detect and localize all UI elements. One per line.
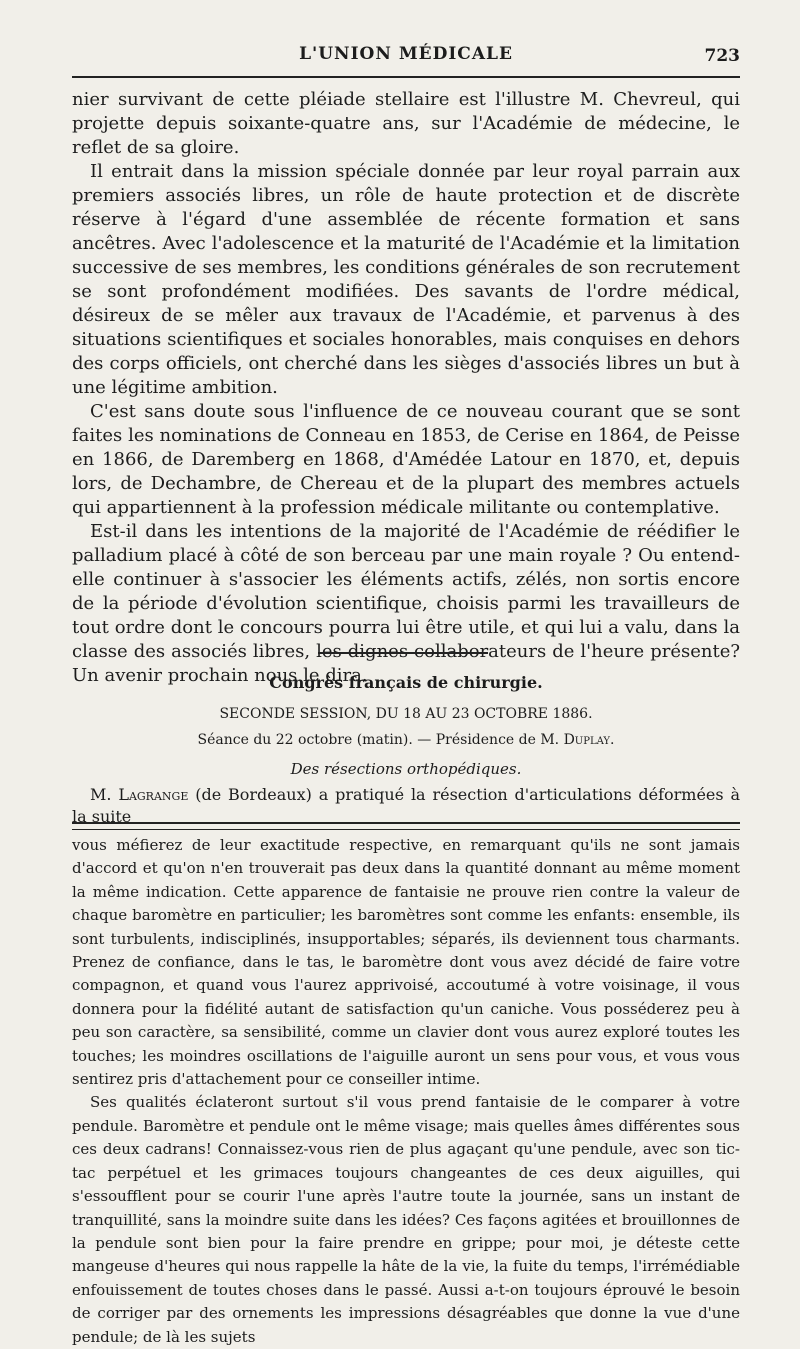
congress-session: SECONDE SESSION, DU 18 AU 23 OCTOBRE 1886. xyxy=(219,706,593,722)
meeting-prefix: Séance du 22 octobre (matin). — Présidence de M. xyxy=(197,732,564,748)
article-paragraph-2: Il entrait dans la mission spéciale donnée par leur royal parrain aux premiers associés libres, un rôle de haute protection et de discrète réserve à l'égard d'une assemblée de récente formation et sans ancêtres. Avec l'adolescence et la maturité de l'Académie et la limitation successive de ses membres, les conditions générales de son recrutement se sont profondément modifiées. Des savants de l'ordre médical, désireux de se mêler aux travaux de l'Académie, et parvenus à des situations scientifiques et sociales honorables, mais conquises en dehors des corps officiels, ont cherché dans les sièges d'associés libres un but à une légitime ambition. xyxy=(72,161,740,398)
running-title: L'UNION MÉDICALE xyxy=(299,44,513,64)
meeting-president: Duplay xyxy=(563,732,611,748)
congress-meeting xyxy=(72,730,740,750)
article-paragraph-3: C'est sans doute sous l'influence de ce nouveau courant que se sont faites les nominations de Conneau en 1853, de Cerise en 1864, de Peisse en 1866, de Daremberg en 1868, d'Amédée Latour en 1870, et, depuis lors, de Dechambre, de Chereau et de la plupart des membres actuels qui appartiennent à la profession médicale militante ou contemplative. xyxy=(72,401,740,518)
first-line-rest: (de Bordeaux) a pratiqué la résection d'articulations déformées à la suite xyxy=(72,785,741,826)
feuilleton-column xyxy=(72,834,740,1349)
first-line-name: Lagrange xyxy=(118,785,189,804)
congress-title: Congrès français de chirurgie. xyxy=(269,673,543,692)
feuilleton-paragraph-1: vous méfierez de leur exactitude respective, en remarquant qu'ils ne sont jamais d'accord et qu'on n'en trouverait pas deux dans la quantité donnant au même moment la même indication. Cette apparence de fantaisie ne prouve rien contre la valeur de chaque baromètre en particulier; les baromètres sont comme les enfants: ensemble, ils sont turbulents, indisciplinés, insupportables; séparés, ils deviennent tous charmants. Prenez de confiance, dans le tas, le baromètre dont vous avez décidé de faire votre compagnon, et quand vous l'aurez apprivoisé, accoutumé à votre voisinage, il vous donnera pour la fidélité autant de satisfaction qu'un caniche. Vous posséderez peu à peu son caractère, sa sensibilité, comme un clavier dont vous aurez exploré toutes les touches; les moindres oscillations de l'aiguille auront un sens pour vous, et vous vous sentirez pris d'attachement pour ce conseiller intime. xyxy=(72,836,740,1089)
meeting-suffix: . xyxy=(610,732,615,748)
article-column xyxy=(72,88,740,688)
feuilleton-rule xyxy=(72,822,740,830)
congress-topic: Des résections orthopédiques. xyxy=(290,760,522,778)
section-separator xyxy=(318,652,488,654)
article-paragraph-4: Est-il dans les intentions de la majorité de l'Académie de réédifier le palladium placé à côté de son berceau par une main royale ? Ou entend-elle continuer à s'associer les éléments actifs, zélés, non sortis encore de la période d'évolution scientifique, choisis parmi les travailleurs de tout ordre dont le concours pourra lui être utile, et qui lui a valu, dans la classe des associés libres, les dignes collaborateurs de l'heure présente? Un avenir prochain nous le dira. xyxy=(72,521,740,686)
article-paragraph-1: nier survivant de cette pléiade stellaire est l'illustre M. Chevreul, qui projette depuis soixante-quatre ans, sur l'Académie de médecine, le reflet de sa gloire. xyxy=(72,89,740,158)
page-number: 723 xyxy=(704,46,740,66)
feuilleton-paragraph-2: Ses qualités éclateront surtout s'il vous prend fantaisie de le comparer à votre pendule. Baromètre et pendule ont le même visage; mais quelles âmes différentes sous ces deux cadrans! Connaissez-vous rien de plus agaçant qu'une pendule, avec son tic-tac perpétuel et les grimaces toujours changeantes de ces deux aiguilles, qui s'essoufflent pour se courir l'une après l'autre toute la journée, sans un instant de tranquillité, sans la moindre suite dans les idées? Ces façons agitées et brouillonnes de la pendule sont bien pour la faire prendre en grippe; pour moi, je déteste cette mangeuse d'heures qui nous rappelle la hâte de la vie, la fuite du temps, l'irrémédiable enfouissement de toutes choses dans le passé. Aussi a-t-on toujours éprouvé le besoin de corriger par des ornements les impressions désagréables que donne la vue d'une pendule; de là les sujets xyxy=(72,1093,740,1346)
page-header xyxy=(72,44,740,74)
congress-report xyxy=(72,672,740,828)
header-rule xyxy=(72,76,740,78)
first-line-prefix: M. xyxy=(90,785,119,804)
